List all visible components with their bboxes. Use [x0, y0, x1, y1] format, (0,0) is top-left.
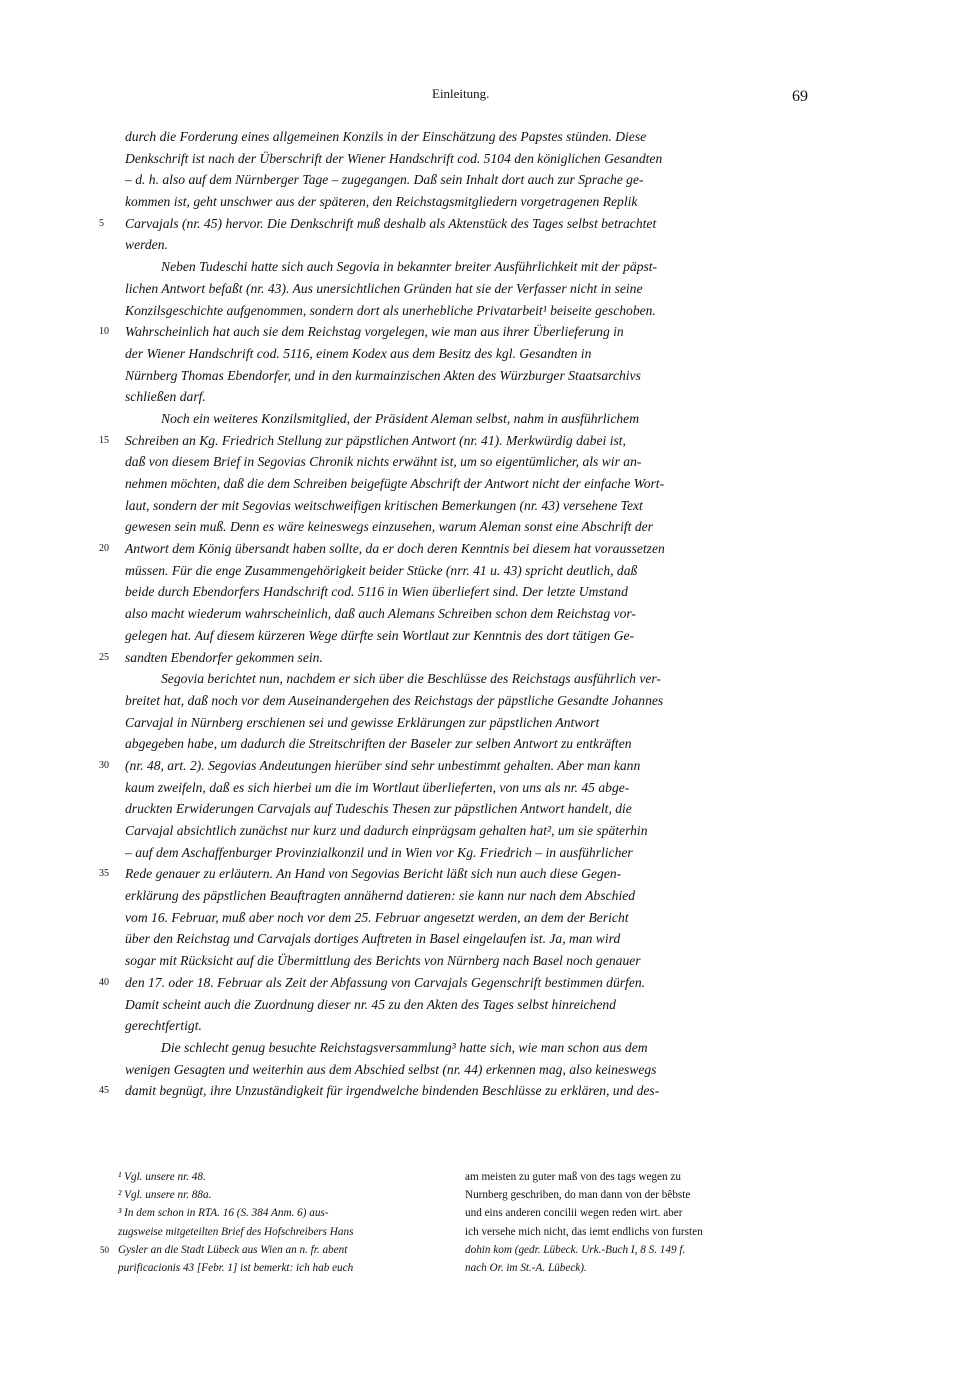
text-line	[125, 234, 805, 256]
footnote-line	[118, 1204, 448, 1222]
line-text: Damit scheint auch die Zuordnung dieser nr. 45 zu den Akten des Tages selbst hinreichend	[125, 996, 616, 1012]
line-text: Carvajal in Nürnberg erschienen sei und gewisse Erklärungen zur päpstlichen Antwort	[125, 714, 600, 730]
footnote-text: purificacionis 43 [Febr. 1] ist bemerkt: ich hab euch	[118, 1261, 354, 1274]
text-line	[125, 625, 805, 647]
footnote-line	[465, 1223, 810, 1241]
line-text: sogar mit Rücksicht auf die Übermittlung des Berichts von Nürnberg nach Basel noch genauer	[125, 953, 641, 969]
line-text: Carvajal absichtlich zunächst nur kurz und dadurch einprägsam gehalten hat², um sie späterhin	[125, 823, 648, 838]
text-line	[125, 278, 805, 300]
line-text: über den Reichstag und Carvajals dortiges Auftreten in Basel eingelaufen ist. Ja, man wird	[125, 931, 621, 947]
footnote-text: ¹ Vgl. unsere nr. 48.	[118, 1171, 206, 1183]
line-text: Nürnberg Thomas Ebendorfer, und in den kurmainzischen Akten des Würzburger Staatsarchivs	[125, 367, 641, 383]
footnote-line	[465, 1259, 810, 1277]
line-text: druckten Erwiderungen Carvajals auf Tudeschis Thesen zur päpstlichen Antwort handelt, die	[125, 801, 632, 817]
text-line	[125, 126, 805, 148]
line-text: wenigen Gesagten und weiterhin aus dem Abschied selbst (nr. 44) erkennen mag, also keineswegs	[125, 1061, 657, 1077]
footnote-line	[465, 1204, 810, 1222]
text-line	[125, 1015, 805, 1037]
text-line	[125, 256, 805, 278]
footnote-text: Nurnberg geschriben, do man dann von der bêbste	[465, 1189, 691, 1202]
footnotes-left-column	[100, 1168, 448, 1277]
text-line	[125, 994, 805, 1016]
line-text: – auf dem Aschaffenburger Provinzialkonzil und in Wien vor Kg. Friedrich – in ausführlicher	[125, 844, 633, 860]
line-text: Rede genauer zu erläutern. An Hand von Segovias Bericht läßt sich nun auch diese Gegen-	[125, 866, 622, 882]
text-line	[99, 321, 805, 343]
text-line	[125, 581, 805, 603]
line-text: Segovia berichtet nun, nachdem er sich über die Beschlüsse des Reichstags ausführlich ver-	[161, 671, 661, 687]
footnote-text: nach Or. im St.-A. Lübeck).	[465, 1261, 587, 1274]
line-text: Wahrscheinlich hat auch sie dem Reichstag vorgelegen, wie man aus ihrer Überlieferung in	[125, 324, 624, 340]
line-number: 35	[99, 868, 109, 880]
text-line	[99, 538, 805, 560]
text-line	[125, 907, 805, 929]
line-text: breitet hat, daß noch vor dem Auseinandergehen des Reichstags der päpstliche Gesandte Johannes	[125, 692, 664, 708]
text-line	[99, 647, 805, 669]
line-text: sandten Ebendorfer gekommen sein.	[125, 649, 323, 665]
text-line	[125, 365, 805, 387]
footnote-text: dohin kom (gedr. Lübeck. Urk.-Buch I, 8 S. 149 f.	[465, 1243, 686, 1256]
main-text	[99, 126, 805, 1102]
text-line	[99, 972, 805, 994]
line-text: erklärung des päpstlichen Beauftragten annähernd datieren: sie kann nur nach dem Abschied	[125, 888, 636, 904]
line-text: damit begnügt, ihre Unzuständigkeit für irgendwelche bindenden Beschlüsse zu erklären, und des-	[125, 1083, 660, 1099]
text-line	[125, 191, 805, 213]
text-line	[125, 473, 805, 495]
text-line	[125, 777, 805, 799]
footnote-text: Gysler an die Stadt Lübeck aus Wien an n. fr. abent	[118, 1243, 348, 1256]
line-text: also macht wiederum wahrscheinlich, daß auch Alemans Schreiben schon dem Reichstag vor-	[125, 606, 636, 622]
line-text: beide durch Ebendorfers Handschrift cod. 5116 in Wien überliefert sind. Der letzte Umstand	[125, 584, 628, 600]
text-line	[125, 343, 805, 365]
line-number: 5	[99, 217, 104, 229]
page-number: 69	[792, 88, 808, 105]
line-text: Die schlecht genug besuchte Reichstagsversammlung³ hatte sich, wie man schon aus dem	[161, 1039, 648, 1055]
footnote-line	[465, 1168, 810, 1186]
line-text: gerechtfertigt.	[125, 1018, 202, 1034]
text-line	[125, 451, 805, 473]
line-text: Neben Tudeschi hatte sich auch Segovia in bekannter breiter Ausführlichkeit mit der päpst-	[161, 259, 658, 275]
footnote-line	[118, 1186, 448, 1204]
footnote-line	[100, 1241, 448, 1259]
text-line	[99, 863, 805, 885]
line-text: gewesen sein muß. Denn es wäre keineswegs einzusehen, warum Aleman sonst eine Abschrift der	[125, 519, 653, 535]
text-line	[125, 516, 805, 538]
text-line	[99, 1080, 805, 1102]
line-text: werden.	[125, 237, 168, 253]
footnote-text: ich versehe mich nicht, das iemt endlichs von fursten	[465, 1225, 703, 1238]
line-text: nehmen möchten, daß die dem Schreiben beigefügte Abschrift der Antwort nicht der einfache Wort-	[125, 476, 665, 491]
line-text: Denkschrift ist nach der Überschrift der Wiener Handschrift cod. 5104 den königlichen Gesandten	[125, 150, 663, 166]
line-text: der Wiener Handschrift cod. 5116, einem Kodex aus dem Besitz des kgl. Gesandten in	[125, 345, 592, 361]
line-number: 50	[100, 1244, 109, 1255]
line-text: laut, sondern der mit Segovias weitschweifigen kritischen Bemerkungen (nr. 43) versehene Text	[125, 497, 643, 513]
text-line	[125, 386, 805, 408]
line-text: Noch ein weiteres Konzilsmitglied, der Präsident Aleman selbst, nahm in ausführlichem	[161, 410, 640, 426]
footnote-text: am meisten zu guter maß von des tags wegen zu	[465, 1171, 681, 1183]
text-line	[125, 885, 805, 907]
text-line	[125, 798, 805, 820]
footnote-line	[118, 1223, 448, 1241]
line-number: 25	[99, 651, 109, 663]
line-text: Antwort dem König übersandt haben sollte, da er doch deren Kenntnis bei diesem hat voraussetzen	[125, 541, 665, 557]
line-text: durch die Forderung eines allgemeinen Konzils in der Einschätzung des Papstes stünden. Diese	[125, 129, 647, 144]
text-line	[125, 950, 805, 972]
line-text: lichen Antwort befaßt (nr. 43). Aus unersichtlichen Gründen hat sie der Verfasser nicht in seine	[125, 280, 643, 296]
footnote-line	[465, 1186, 810, 1204]
line-text: gelegen hat. Auf diesem kürzeren Wege dürfte sein Wortlaut zur Kenntnis des dort tätigen Ge-	[125, 627, 635, 643]
text-line	[125, 560, 805, 582]
text-line	[99, 213, 805, 235]
text-line	[125, 169, 805, 191]
line-number: 45	[99, 1085, 109, 1097]
text-line	[125, 928, 805, 950]
footnote-line	[118, 1168, 448, 1186]
text-line	[125, 495, 805, 517]
line-text: vom 16. Februar, muß aber noch vor dem 25. Februar angesetzt werden, an dem der Bericht	[125, 909, 629, 925]
text-line	[125, 668, 805, 690]
text-line	[125, 733, 805, 755]
line-text: abgegeben habe, um dadurch die Streitschriften der Baseler zur selben Antwort zu entkräften	[125, 736, 632, 752]
line-text: – d. h. also auf dem Nürnberger Tage – zugegangen. Daß sein Inhalt dort auch zur Sprache ge-	[125, 172, 644, 188]
line-text: den 17. oder 18. Februar als Zeit der Abfassung von Carvajals Gegenschrift bestimmen dürfen.	[125, 974, 646, 990]
line-text: Carvajals (nr. 45) hervor. Die Denkschrift muß deshalb als Aktenstück des Tages selbst betrachtet	[125, 215, 657, 231]
line-number: 10	[99, 326, 109, 338]
text-line	[125, 408, 805, 430]
line-number: 30	[99, 759, 109, 771]
line-text: kaum zweifeln, daß es sich hierbei um die im Wortlaut überlieferten, von uns als nr. 45 abge-	[125, 779, 630, 795]
line-number: 40	[99, 976, 109, 988]
footnotes-right-column	[465, 1168, 810, 1277]
text-line	[125, 1037, 805, 1059]
text-line	[125, 712, 805, 734]
text-line	[125, 603, 805, 625]
line-text: (nr. 48, art. 2). Segovias Andeutungen hierüber sind sehr unbestimmt gehalten. Aber man kann	[125, 757, 641, 773]
text-line	[125, 148, 805, 170]
text-line	[125, 842, 805, 864]
footnote-text: zugsweise mitgeteilten Brief des Hofschreibers Hans	[118, 1225, 354, 1238]
text-line	[125, 820, 805, 842]
footnote-line	[465, 1241, 810, 1259]
line-text: schließen darf.	[125, 389, 206, 405]
line-text: müssen. Für die enge Zusammengehörigkeit beider Stücke (nrr. 41 u. 43) spricht deutlich, daß	[125, 562, 638, 578]
text-line	[99, 430, 805, 452]
running-head: Einleitung.	[432, 86, 490, 101]
footnote-text: ³ In dem schon in RTA. 16 (S. 384 Anm. 6) aus-	[118, 1207, 329, 1220]
text-line	[99, 755, 805, 777]
text-line	[125, 1059, 805, 1081]
line-text: Schreiben an Kg. Friedrich Stellung zur päpstlichen Antwort (nr. 41). Merkwürdig dabei ist,	[125, 432, 626, 448]
text-line	[125, 690, 805, 712]
line-text: daß von diesem Brief in Segovias Chronik nichts erwähnt ist, um so eigentümlicher, als wir an-	[125, 454, 642, 470]
page-header	[0, 86, 960, 108]
line-number: 15	[99, 434, 109, 446]
footnote-line	[118, 1259, 448, 1277]
footnote-text: ² Vgl. unsere nr. 88a.	[118, 1189, 212, 1202]
footnote-text: und eins anderen concilii wegen reden wirt. aber	[465, 1207, 683, 1220]
line-text: Konzilsgeschichte aufgenommen, sondern dort als unerhebliche Privatarbeit¹ beiseite geschoben.	[125, 302, 656, 318]
line-number: 20	[99, 543, 109, 555]
line-text: kommen ist, geht unschwer aus der späteren, den Reichstagsmitgliedern vorgetragenen Replik	[125, 194, 638, 210]
text-line	[125, 300, 805, 322]
